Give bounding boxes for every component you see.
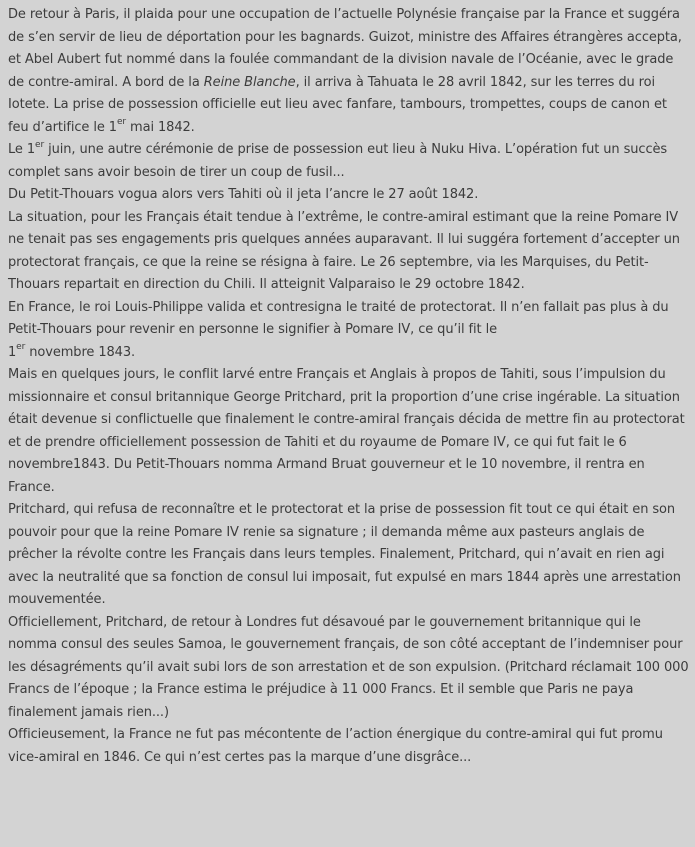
paragraph-pritchard-expulsion: Pritchard, qui refusa de reconnaître et le protectorat et la prise de possession fit tout ce qui était en son pouvoir pour que la reine Pomare IV renie sa signature ; il demanda même aux pasteurs anglais de prêcher la révolte contre les Français dans leurs temples. Finalement, Pritchard, qui n’avait en rien agi avec la neutralité que sa fonction de consul lui imposait, fut expulsé en mars 1844 après une arrestation mouvementée. xyxy=(8,502,681,607)
ship-name: Reine Blanche xyxy=(203,74,296,90)
ordinal-suffix: er xyxy=(116,117,126,128)
paragraph-unofficial-outcome: Officieusement, la France ne fut pas mécontente de l’action énergique du contre-amiral qui fut promu vice-amiral en 1846. Ce qui n’est certes pas la marque d’une disgrâce... xyxy=(8,727,663,765)
paragraph-treaty-validation: En France, le roi Louis-Philippe valida et contresigna le traité de protectorat. Il n’en fallait pas plus à du Petit-Thouars pour revenir en personne le signifier à Pomare IV, ce qu’il fit le 1er novembre 1843. xyxy=(8,299,669,360)
paragraph-nuku-hiva: Le 1er juin, une autre cérémonie de prise de possession eut lieu à Nuku Hiva. L’opération fut un succès complet sans avoir besoin de tirer un coup de fusil... xyxy=(8,139,668,180)
paragraph-return-to-paris: De retour à Paris, il plaida pour une occupation de l’actuelle Polynésie française par la France et suggéra de s’en servir de lieu de déportation pour les bagnards. Guizot, ministre des Affaires étrangères accepta, et Abel Aubert fut nommé dans la foulée commandant de la division navale de l’Océanie, avec le grade de contre-amiral. A bord de la Reine Blanche, il arriva à Tahuata le 28 avril 1842, sur les terres du roi Iotete. La prise de possession officielle eut lieu avec fanfare, tambours, trompettes, coups de canon et feu d’artifice le 1er mai 1842. xyxy=(8,7,682,135)
ordinal-suffix: er xyxy=(35,139,45,150)
paragraph-official-outcome: Officiellement, Pritchard, de retour à Londres fut désavoué par le gouvernement britannique qui le nomma consul des seules Samoa, le gouvernement français, de son côté acceptant de l’indemniser pour les désagréments qu’il avait subi lors de son arrestation et de son expulsion. (Pritchard réclamait 100 000 Francs de l’époque ; la France estima le préjudice à 11 000 Francs. Et il semble que Paris ne paya finalement jamais rien...) xyxy=(8,614,689,720)
ordinal-suffix: er xyxy=(16,342,26,353)
paragraph-conflict: Mais en quelques jours, le conflit larvé entre Français et Anglais à propos de Tahiti, sous l’impulsion du missionnaire et consul britannique George Pritchard, prit la proportion d’une crise ingérable. La situation était devenue si conflictuelle que finalement le contre-amiral français décida de mettre fin au protectorat et de prendre officiellement possession de Tahiti et du royaume de Pomare IV, ce qui fut fait le 6 novembre1843. Du Petit-Thouars nomma Armand Bruat gouverneur et le 10 novembre, il rentra en France. xyxy=(8,367,685,495)
paragraph-protectorate-proposal: La situation, pour les Français était tendue à l’extrême, le contre-amiral estimant que la reine Pomare IV ne tenait pas ses engagements pris quelques années auparavant. Il lui suggéra fortement d’accepter un protectorat français, ce que la reine se résigna à faire. Le 26 septembre, via les Marquises, du Petit-Thouars repartait en direction du Chili. Il atteignit Valparaiso le 29 octobre 1842. xyxy=(8,209,680,292)
paragraph-tahiti-arrival: Du Petit-Thouars vogua alors vers Tahiti où il jeta l’ancre le 27 août 1842. xyxy=(8,187,479,202)
